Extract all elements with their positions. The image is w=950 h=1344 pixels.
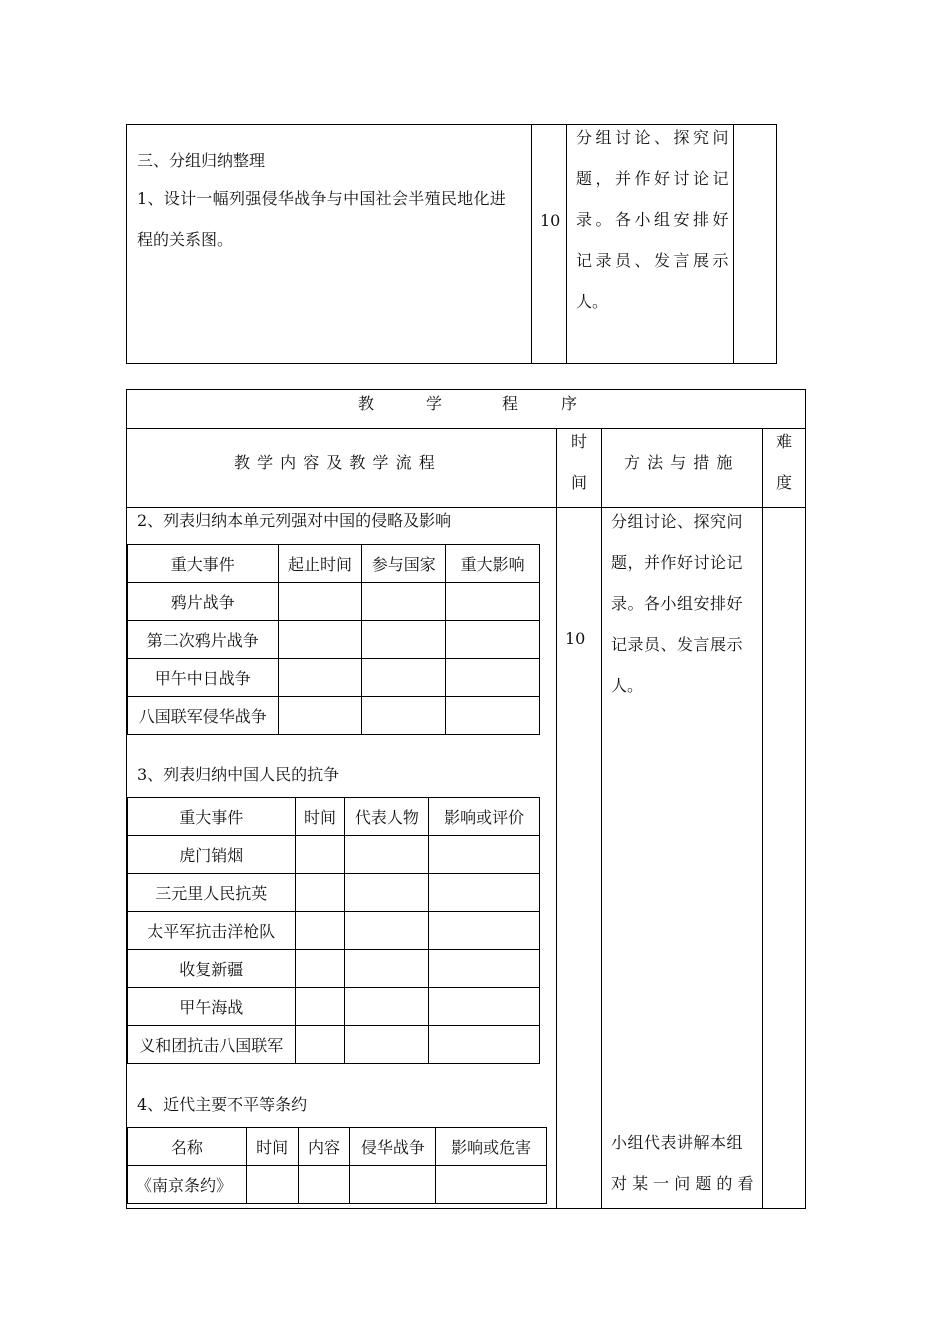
- row-label: 太平军抗击洋枪队: [128, 912, 296, 950]
- section2-table: [127, 544, 540, 735]
- table-header-row: [128, 798, 540, 836]
- top-content-line-2: 1、设计一幅列强侵华战争与中国社会半殖民地化进: [137, 189, 507, 208]
- table-row: [128, 950, 540, 988]
- top-table-divider-difficulty: [733, 124, 734, 364]
- top-method-line-2: 题，并作好讨论记: [576, 169, 733, 188]
- table-row: [128, 874, 540, 912]
- main-title-char-4: 序: [561, 394, 578, 413]
- column-header: 起止时间: [278, 545, 362, 583]
- section3-heading: 3、列表归纳中国人民的抗争: [137, 765, 340, 784]
- top-content-line-1: 三、分组归纳整理: [137, 151, 266, 170]
- column-header: 时间: [295, 798, 345, 836]
- table-row: [128, 621, 540, 659]
- row-label: 虎门销烟: [128, 836, 296, 874]
- top-method-line-1: 分组讨论、探究问: [576, 128, 733, 147]
- table-row: [128, 697, 540, 735]
- main-method-line-5: 人。: [611, 676, 644, 695]
- header-time-line-2: 间: [571, 473, 588, 492]
- column-header: 侵华战争: [350, 1128, 436, 1166]
- main-title-divider: [126, 428, 806, 429]
- main-title-char-3: 程: [502, 394, 519, 413]
- column-header: 时间: [246, 1128, 298, 1166]
- table-row: [128, 836, 540, 874]
- section3-table: [127, 797, 540, 1064]
- column-header: 参与国家: [362, 545, 446, 583]
- section4-heading: 4、近代主要不平等条约: [137, 1095, 308, 1114]
- row-label: 第二次鸦片战争: [128, 621, 279, 659]
- header-difficulty-line-1: 难: [776, 432, 793, 451]
- table-row: [128, 1166, 547, 1204]
- section4-table: [127, 1127, 547, 1204]
- main-divider-difficulty: [762, 428, 763, 1209]
- main-divider-time: [556, 428, 557, 1209]
- top-table-divider-time: [531, 124, 532, 364]
- header-difficulty-line-2: 度: [776, 473, 793, 492]
- top-time-value: 10: [540, 211, 561, 230]
- header-content: 教 学 内 容 及 教 学 流 程: [234, 453, 436, 472]
- row-label: 甲午中日战争: [128, 659, 279, 697]
- column-header: 影响或评价: [429, 798, 540, 836]
- main-title-char-2: 学: [426, 394, 443, 413]
- main-divider-method: [601, 428, 602, 1209]
- column-header: 重大事件: [128, 798, 296, 836]
- top-table-divider-method: [566, 124, 567, 364]
- main-time-value: 10: [565, 629, 586, 648]
- table-row: [128, 912, 540, 950]
- column-header: 代表人物: [345, 798, 429, 836]
- main-method-line-1: 分组讨论、探究问: [611, 512, 744, 531]
- row-label: 义和团抗击八国联军: [128, 1026, 296, 1064]
- column-header: 重大影响: [446, 545, 540, 583]
- header-time-line-1: 时: [571, 432, 588, 451]
- header-method: 方 法 与 措 施: [624, 453, 734, 472]
- row-label: 《南京条约》: [128, 1166, 247, 1204]
- column-header: 名称: [128, 1128, 247, 1166]
- top-method-line-5: 人。: [576, 292, 609, 311]
- table-row: [128, 1026, 540, 1064]
- table-header-row: [128, 545, 540, 583]
- top-method-line-4: 记录员、发言展示: [576, 251, 733, 270]
- table-row: [128, 988, 540, 1026]
- main-title-char-1: 教: [358, 394, 375, 413]
- main-method-line-2: 题，并作好讨论记: [611, 553, 744, 572]
- table-header-row: [128, 1128, 547, 1166]
- table-row: [128, 583, 540, 621]
- top-content-line-3: 程的关系图。: [137, 230, 234, 249]
- row-label: 鸦片战争: [128, 583, 279, 621]
- row-label: 三元里人民抗英: [128, 874, 296, 912]
- column-header: 重大事件: [128, 545, 279, 583]
- main-method-line-4: 记录员、发言展示: [611, 635, 744, 654]
- main-method2-line-1: 小组代表讲解本组: [611, 1133, 744, 1152]
- column-header: 影响或危害: [436, 1128, 547, 1166]
- top-method-line-3: 录。各小组安排好: [576, 210, 733, 229]
- table-row: [128, 659, 540, 697]
- main-header-divider: [126, 507, 806, 508]
- column-header: 内容: [298, 1128, 350, 1166]
- main-method2-line-2: 对 某 一 问 题 的 看: [611, 1174, 754, 1193]
- section2-heading: 2、列表归纳本单元列强对中国的侵略及影响: [137, 511, 452, 530]
- row-label: 收复新疆: [128, 950, 296, 988]
- main-method-line-3: 录。各小组安排好: [611, 594, 744, 613]
- row-label: 八国联军侵华战争: [128, 697, 279, 735]
- row-label: 甲午海战: [128, 988, 296, 1026]
